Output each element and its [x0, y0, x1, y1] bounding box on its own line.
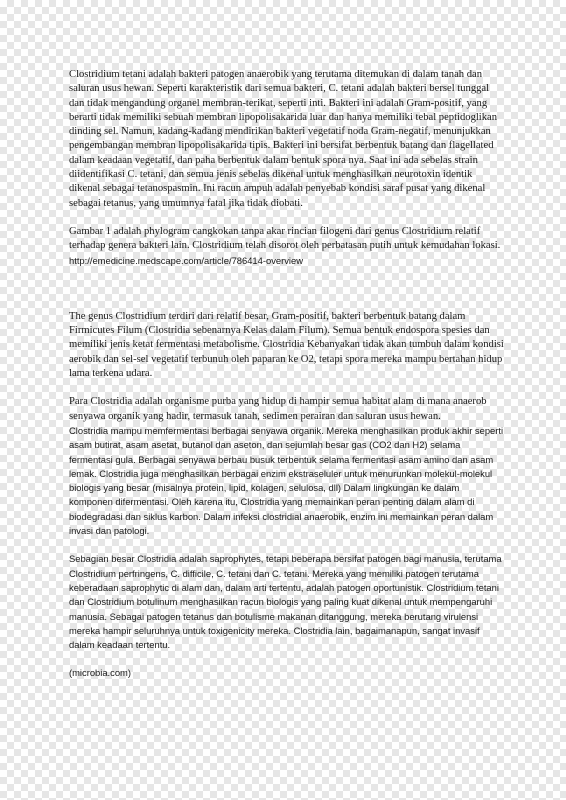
document-page [69, 68, 505, 681]
source-url: http://emedicine.medscape.com/article/786414-overview [69, 254, 303, 266]
paragraph-fermentation: Clostridia mampu memfermentasi berbagai senyawa organik. Mereka menghasilkan produk akhir seperti asam butirat, asam asetat, butanol dan aseton, dan sejumlah besar gas (CO2 dan H2) selama fermentasi gula. Berbagai senyawa berbau busuk terbentuk selama fermentasi asam amino dan asam lemak. Clostridia juga menghasilkan berbagai enzim ekstraseluler untuk menurunkan molekul-molekul biologis yang besar (misalnya protein, lipid, kolagen, selulosa, dll) Dalam lingkungan ke dalam komponen difermentasi. Oleh karena itu, Clostridia yang memainkan peran penting dalam alam di biodegradasi dan siklus karbon. Dalam infeksi clostridial anaerobik, enzim ini memainkan peran dalam invasi dan patologi. [69, 424, 504, 537]
paragraph-pathogens: Sebagian besar Clostridia adalah saprophytes, tetapi beberapa bersifat patogen bagi manusia, terutama Clostridium perfringens, C. difficile, C. tetani dan C. tetani. Mereka yang memiliki patogen terutama keberadaan saprophytic di alam dan, dalam arti tertentu, adalah patogen oportunistik. Clostridium tetani dan Clostridium botulinum menghasilkan racun biologis yang paling kuat dikenal untuk mempengaruhi manusia. Sebagai patogen tetanus dan botulisme makanan ditanggung, mereka berutang virulensi mereka hampir seluruhnya untuk toxigenicity mereka. Clostridia lain, bagaimanapun, sangat invasif dalam keadaan tertentu. [69, 553, 502, 651]
paragraph-figure-caption: Gambar 1 adalah phylogram cangkokan tanpa akar rincian filogeni dari genus Clostridium relatif terhadap genera bakteri lain. Clostridium telah disorot oleh perbatasan putih untuk kemudahan lokasi. [69, 225, 501, 252]
paragraph-habitat: Para Clostridia adalah organisme purba yang hidup di hampir semua habitat alam di mana anaerob senyawa organik yang hadir, termasuk tanah, sedimen perairan dan saluran usus hewan. [69, 396, 487, 422]
paragraph-clostridium-tetani: Clostridium tetani adalah bakteri patogen anaerobik yang terutama ditemukan di dalam tanah dan saluran usus hewan. Seperti karakteristik dari semua bakteri, C. tetani adalah bakteri bersel tunggal dan tidak mengandung organel membran-terikat, seperti inti. Bakteri ini adalah Gram-positif, yang berarti tidak memiliki sebuah membran lipopolisakarida luar dan hanya memiliki tebal peptidoglikan dinding sel. Namun, kadang-kadang mendirikan bakteri vegetatif noda Gram-negatif, menunjukkan pengembangan membran lipopolisakarida tipis. Bakteri ini bersifat berbentuk batang dan flagellated dalam keadaan vegetatif, dan paha berbentuk dalam bentuk spora nya. Saat ini ada sebelas strain diidentifikasi C. tetani, dan semua jenis sebelas dikenal untuk menghasilkan neurotoxin identik dikenal sebagai tetanospasmin. Ini racun ampuh adalah penyebab kondisi saraf pusat yang dikenal sebagai tetanus, yang umumnya fatal jika tidak diobati. [69, 69, 498, 209]
source-citation: (microbia.com) [69, 667, 131, 679]
paragraph-genus-clostridium: The genus Clostridium terdiri dari relatif besar, Gram-positif, bakteri berbentuk batang dalam Firmicutes Filum (Clostridia sebenarnya Kelas dalam Filum). Semua bentuk endospora spesies dan memiliki jenis ketat fermentasi metabolisme. Clostridia Kebanyakan tidak akan tumbuh dalam kondisi aerobik dan sel-sel vegetatif terbunuh oleh paparan ke O2, tetapi spora mereka mampu bertahan hidup lama terkena udara. [69, 310, 504, 380]
